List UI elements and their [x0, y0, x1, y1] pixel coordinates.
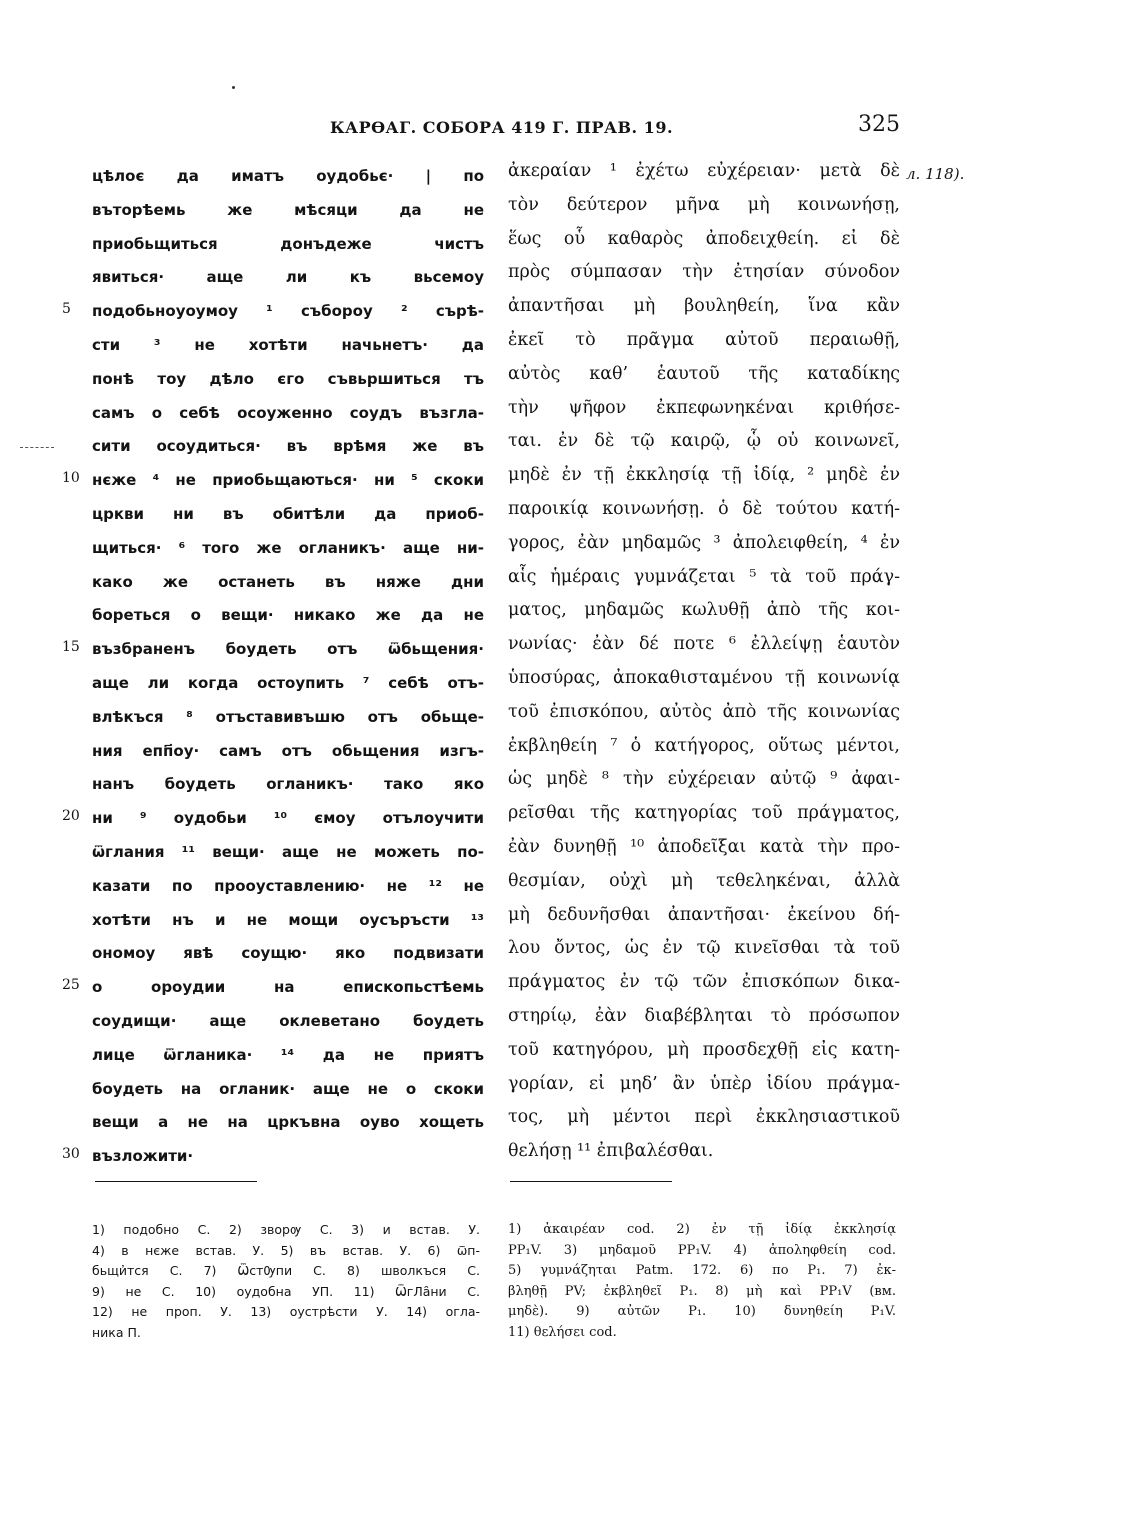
slavonic-column [92, 160, 484, 1174]
slavonic-text-line: цркви ни въ обитѣли да приоб- [92, 504, 484, 523]
greek-text-line: πρὸς σύμπασαν τὴν ἐτησίαν σύνοδον [508, 262, 900, 283]
greek-column [508, 155, 900, 1169]
greek-text-line: ρεῖσθαι τῆς κατηγορίας τοῦ πράγματος, [508, 803, 900, 824]
footnote-rule-left [95, 1181, 257, 1182]
greek-text-line: ἐὰν δυνηθῇ ¹⁰ ἀποδεῖξαι κατὰ τὴν προ- [508, 836, 900, 857]
line-number: 5 [62, 301, 71, 318]
greek-footnote-line: 5) γυμνάζηται Patm. 172. 6) πο P₁. 7) ἐκ- [508, 1263, 896, 1278]
slavonic-text-line: бореться о вещи· никако же да не [92, 606, 484, 625]
slavonic-text-line: ни ⁹ оудобьи ¹⁰ ємоу отълоучити [92, 809, 484, 828]
slavonic-text-line: цѣлоє да иматъ оудобьє· | по [92, 167, 484, 185]
margin-mark [20, 447, 54, 448]
greek-text-line: τοῦ κατηγόρου, μὴ προσδεχθῇ εἰς κατη- [508, 1039, 900, 1060]
slavonic-text-line: понѣ тоу дѣло єго съвьршиться тъ [92, 369, 484, 388]
greek-text-line: αἷς ἡμέραις γυμνάζεται ⁵ τὰ τοῦ πράγ- [508, 566, 900, 587]
line-number: 15 [62, 639, 80, 656]
slavonic-text-line: о орoудии на епископьстѣемь [92, 978, 484, 997]
greek-text-line: τος, μὴ μέντοι περὶ ἐκκλησιαστικοῦ [508, 1107, 900, 1128]
greek-text-line: γορίαν, εἰ μηδ’ ἂν ὑπὲρ ἰδίου πράγμα- [508, 1073, 900, 1094]
greek-text-line: ὑποσύρας, ἀποκαθισταμένου τῇ κοινωνίᾳ [508, 667, 900, 688]
slavonic-text-line: аще ли когда остоупить ⁷ себѣ отъ- [92, 673, 484, 692]
slavonic-footnote-line: 12) не проп. У. 13) оустрѣсти У. 14) огла- [92, 1304, 480, 1319]
slavonic-footnotes [92, 1220, 480, 1343]
greek-text-line: θελήσῃ ¹¹ ἐπιβαλέσθαι. [508, 1141, 714, 1162]
greek-text-line: ἀκεραίαν ¹ ἐχέτω εὐχέρειαν· μετὰ δὲ [508, 161, 900, 181]
greek-text-line: ματος, μηδαμῶς κωλυθῇ ἀπὸ τῆς κοι- [508, 600, 900, 621]
running-title: КАРѲАГ. СОБОРА 419 Г. ПРАВ. 19. [330, 118, 674, 137]
greek-text-line: ἕως οὗ καθαρὸς ἀποδειχθείη. εἰ δὲ [508, 228, 900, 249]
page-header [330, 112, 900, 142]
greek-footnote-line: 1) ἀκαιρέαν cod. 2) ἐν τῇ ἰδίᾳ ἐκκλησίᾳ [508, 1222, 896, 1237]
slavonic-text-line: подобьноуоумоу ¹ съборoу ² сърѣ- [92, 302, 484, 321]
slavonic-text-line: ния епп҃оу· самъ отъ обьщения изгъ- [92, 741, 484, 760]
line-number: 30 [62, 1146, 80, 1163]
slavonic-text-line: нєже ⁴ не приобьщаються· ни ⁵ скоки [92, 471, 484, 490]
page-number: 325 [858, 112, 900, 137]
scan-speck [232, 86, 235, 89]
slavonic-text-line: лице ѿглaника· ¹⁴ да не приятъ [92, 1045, 484, 1064]
greek-text-line: αὐτὸς καθ’ ἑαυτοῦ τῆς καταδίκης [508, 363, 900, 384]
slavonic-footnote-line: 1) подобно С. 2) зворѹ С. 3) и встав. У. [92, 1222, 480, 1237]
greek-footnotes [508, 1220, 896, 1343]
slavonic-text-line: щиться· ⁶ того же оглaникъ· аще ни- [92, 538, 484, 557]
slavonic-text-line: възбраненъ боудеть отъ ѿбьщения· [92, 640, 484, 659]
greek-text-line: μηδὲ ἐν τῇ ἐκκλησίᾳ τῇ ἰδίᾳ, ² μηδὲ ἐν [508, 465, 900, 486]
greek-text-line: νωνίας· ἐὰν δέ ποτε ⁶ ἐλλείψῃ ἑαυτὸν [508, 634, 900, 655]
slavonic-text-line: нанъ боудеть оглaникъ· тако яко [92, 775, 484, 794]
greek-text-line: παροικίᾳ κοινωνήσῃ. ὁ δὲ τούτου κατή- [508, 498, 900, 519]
slavonic-text-line: приобьщиться донъдеже чистъ [92, 234, 484, 253]
greek-text-line: μὴ δεδυνῆσθαι ἀπαντῆσαι· ἐκείνου δή- [508, 904, 900, 925]
greek-text-line: λου ὄντος, ὡς ἐν τῷ κινεῖσθαι τὰ τοῦ [508, 938, 900, 959]
slavonic-text-line: сти ³ не хотѣти начьнетъ· да [92, 335, 484, 354]
line-number: 25 [62, 977, 80, 994]
greek-footnote-line: μηδὲ). 9) αὐτῶν P₁. 10) δυνηθείη P₁V. [508, 1304, 896, 1319]
greek-footnote-line: βληθῇ PV; ἐκβληθεῖ P₁. 8) μὴ καὶ PP₁V (вм. [508, 1283, 896, 1299]
greek-text-line: ἐκεῖ τὸ πρᾶγμα αὐτοῦ περαιωθῇ, [508, 329, 900, 350]
slavonic-text-line: ѿглания ¹¹ вещи· аще не можеть по- [92, 842, 484, 861]
slavonic-text-line: соудищи· аще оклеветано боудеть [92, 1011, 484, 1030]
folio-margin-note: л. 118​). [906, 165, 965, 183]
slavonic-text-line: сити осоудиться· въ врѣмя же въ [92, 437, 484, 456]
slavonic-text-line: влѣкъся ⁸ отъставивъшю отъ обьще- [92, 707, 484, 726]
slavonic-footnote-line: ника П. [92, 1324, 141, 1340]
slavonic-footnote-line: 9) не С. 10) оудобна УП. 11) ѾгЛа̑ни С. [92, 1283, 480, 1299]
line-number: 20 [62, 808, 80, 825]
slavonic-footnote-line: 4) в нєже встав. У. 5) въ встав. У. 6) ѿп- [92, 1242, 480, 1258]
slavonic-text-line: казати по проoустaвлению· не ¹² не [92, 876, 484, 895]
greek-text-line: στηρίῳ, ἐὰν διαβέβληται τὸ πρόσωπον [508, 1005, 900, 1026]
slavonic-text-line: ономоу явѣ соущю· яко подвизати [92, 944, 484, 963]
slavonic-footnote-line: бьщи҆тся С. 7) ѾстѸпи С. 8) шволкъся С. [92, 1263, 480, 1278]
slavonic-text-line: самъ о себѣ осоуженно соудъ възгла- [92, 403, 484, 422]
greek-text-line: τὸν δεύτερον μῆνα μὴ κοινωνήσῃ, [508, 194, 900, 215]
greek-text-line: πράγματος ἐν τῷ τῶν ἐπισκόπων δικα- [508, 972, 900, 993]
greek-text-line: θεσμίαν, οὐχὶ μὴ τεθεληκέναι, ἀλλὰ [508, 870, 900, 891]
greek-text-line: ται. ἐν δὲ τῷ καιρῷ, ᾧ οὐ κοινωνεῖ, [508, 431, 900, 452]
slavonic-text-line: хотѣти нъ и не мощи оусъръсти ¹³ [92, 910, 484, 929]
slavonic-text-line: вещи а не на цркъвна оуво хощеть [92, 1113, 484, 1132]
greek-text-line: τοῦ ἐπισκόπου, αὐτὸς ἀπὸ τῆς κοινωνίας [508, 701, 900, 722]
slavonic-text-line: боудеть на оглaник· аще не о скоки [92, 1079, 484, 1098]
line-number: 10 [62, 470, 80, 487]
slavonic-text-line: явиться· аще ли къ вьсемоу [92, 268, 484, 287]
greek-text-line: ἀπαντῆσαι μὴ βουληθείη, ἵνα κἂν [508, 296, 900, 317]
footnote-rule-right [510, 1181, 672, 1182]
greek-footnote-line: 11) θελήσει cod. [508, 1324, 617, 1340]
slavonic-text-line: како же останеть въ няже дни [92, 572, 484, 591]
slavonic-text-line: въторѣемь же мѣсяци да не [92, 200, 484, 219]
greek-footnote-line: PP₁V. 3) μηδαμοῦ PP₁V. 4) ἀποληφθείη cod. [508, 1242, 896, 1258]
greek-text-line: ὡς μηδὲ ⁸ τὴν εὐχέρειαν αὐτῷ ⁹ ἀφαι- [508, 769, 900, 790]
greek-text-line: γορος, ἐὰν μηδαμῶς ³ ἀπολειφθείη, ⁴ ἐν [508, 532, 900, 553]
slavonic-text-line: възложити· [92, 1147, 194, 1166]
greek-text-line: τὴν ψῆφον ἐκπεφωνηκέναι κριθήσε- [508, 397, 900, 418]
greek-text-line: ἐκβληθείη ⁷ ὁ κατήγορος, οὕτως μέντοι, [508, 735, 900, 756]
